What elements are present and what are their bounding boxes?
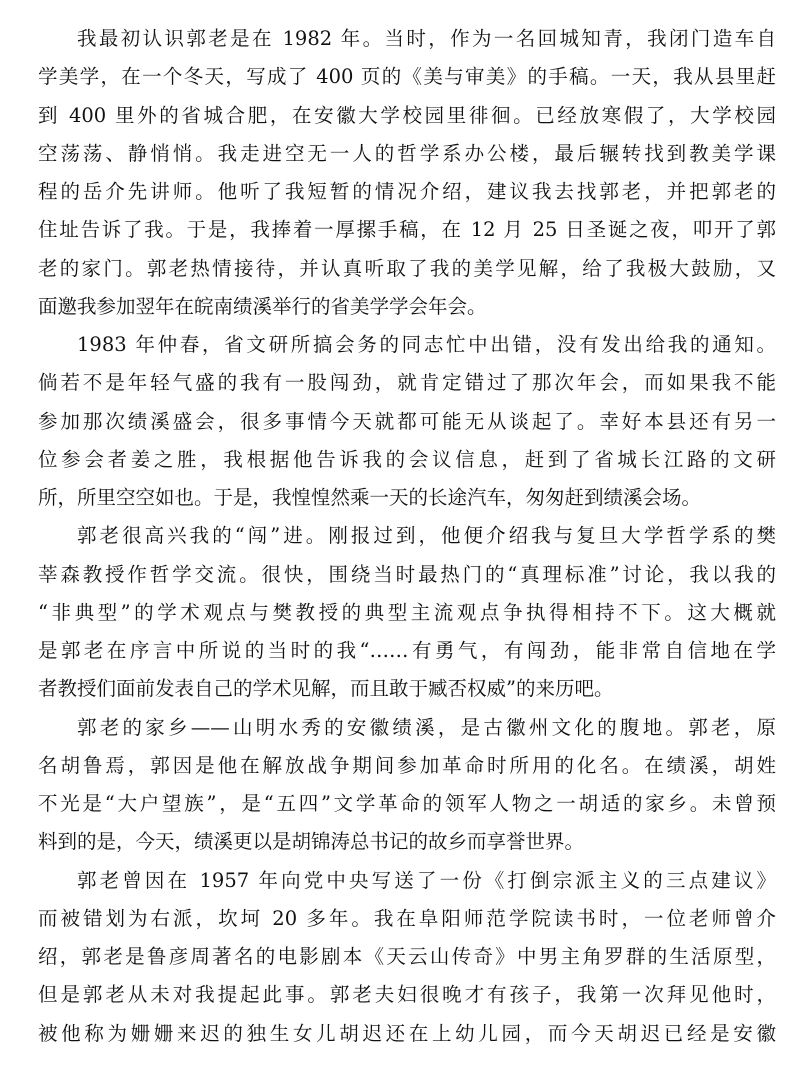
paragraph-1 bbox=[38, 20, 776, 326]
text-line: “非典型”的学术观点与樊教授的典型主流观点争执得相持不下。这大概就 bbox=[38, 600, 776, 624]
text-line: 郭老很高兴我的“闯”进。刚报过到，他便介绍我与复旦大学哲学系的樊 bbox=[77, 524, 776, 548]
text-line: 老的家门。郭老热情接待，并认真听取了我的美学见解，给了我极大鼓励，又 bbox=[38, 256, 776, 280]
text-line: 料到的是，今天，绩溪更以是胡锦涛总书记的故乡而享誉世界。 bbox=[38, 830, 585, 854]
text-line: 空荡荡、静悄悄。我走进空无一人的哲学系办公楼，最后辗转找到教美学课 bbox=[38, 141, 776, 165]
text-line: 我最初认识郭老是在 1982 年。当时，作为一名回城知青，我闭门造车自 bbox=[77, 27, 776, 50]
text-line: 者教授们面前发表自己的学术见解，而且敢于臧否权威”的来历吧。 bbox=[38, 677, 614, 701]
text-line: 1983 年仲春，省文研所搞会务的同志忙中出错，没有发出给我的通知。 bbox=[77, 333, 776, 356]
text-line: 名胡鲁焉，郭因是他在解放战争期间参加革命时所用的化名。在绩溪，胡姓 bbox=[38, 753, 776, 777]
text-line: 住址告诉了我。于是，我捧着一厚摞手稿，在 12 月 25 日圣诞之夜，叩开了郭 bbox=[38, 218, 776, 242]
text-line: 参加那次绩溪盛会，很多事情今天就都可能无从谈起了。幸好本县还有另一 bbox=[38, 409, 776, 433]
text-line: 位参会者姜之胜，我根据他告诉我的会议信息，赶到了省城长江路的文研 bbox=[38, 447, 776, 471]
text-line: 被他称为姗姗来迟的独生女儿胡迟还在上幼儿园，而今天胡迟已经是安徽 bbox=[38, 1021, 776, 1045]
text-line: 而被错划为右派，坎坷 20 多年。我在阜阳师范学院读书时，一位老师曾介 bbox=[38, 906, 776, 930]
text-line: 不光是“大户望族”，是“五四”文学革命的领军人物之一胡适的家乡。未曾预 bbox=[38, 792, 776, 815]
text-line: 郭老的家乡——山明水秀的安徽绩溪，是古徽州文化的腹地。郭老，原 bbox=[77, 715, 776, 739]
text-line: 但是郭老从未对我提起此事。郭老夫妇很晚才有孩子，我第一次拜见他时， bbox=[38, 983, 776, 1007]
paragraph-2 bbox=[38, 326, 776, 517]
text-line: 学美学，在一个冬天，写成了 400 页的《美与审美》的手稿。一天，我从县里赶 bbox=[38, 65, 776, 89]
text-line: 倘若不是年轻气盛的我有一股闯劲，就肯定错过了那次年会，而如果我不能 bbox=[38, 371, 776, 395]
paragraph-4 bbox=[38, 709, 776, 862]
text-line: 面邀我参加翌年在皖南绩溪举行的省美学学会年会。 bbox=[38, 294, 487, 318]
text-line: 所，所里空空如也。于是，我惶惶然乘一天的长途汽车，匆匆赶到绩溪会场。 bbox=[38, 486, 702, 509]
text-line: 莘森教授作哲学交流。很快，围绕当时最热门的“真理标准”讨论，我以我的 bbox=[38, 562, 776, 586]
paragraph-5 bbox=[38, 862, 776, 1053]
text-line: 是郭老在序言中所说的当时的我“……有勇气，有闯劲，能非常自信地在学 bbox=[38, 639, 776, 662]
text-line: 到 400 里外的省城合肥，在安徽大学校园里徘徊。已经放寒假了，大学校园 bbox=[38, 103, 776, 127]
text-line: 绍，郭老是鲁彦周著名的电影剧本《天云山传奇》中男主角罗群的生活原型， bbox=[38, 945, 776, 968]
text-line: 郭老曾因在 1957 年向党中央写送了一份《打倒宗派主义的三点建议》 bbox=[77, 868, 776, 892]
text-line: 程的岳介先讲师。他听了我短暂的情况介绍，建议我去找郭老，并把郭老的 bbox=[38, 180, 776, 203]
paragraph-3 bbox=[38, 517, 776, 708]
